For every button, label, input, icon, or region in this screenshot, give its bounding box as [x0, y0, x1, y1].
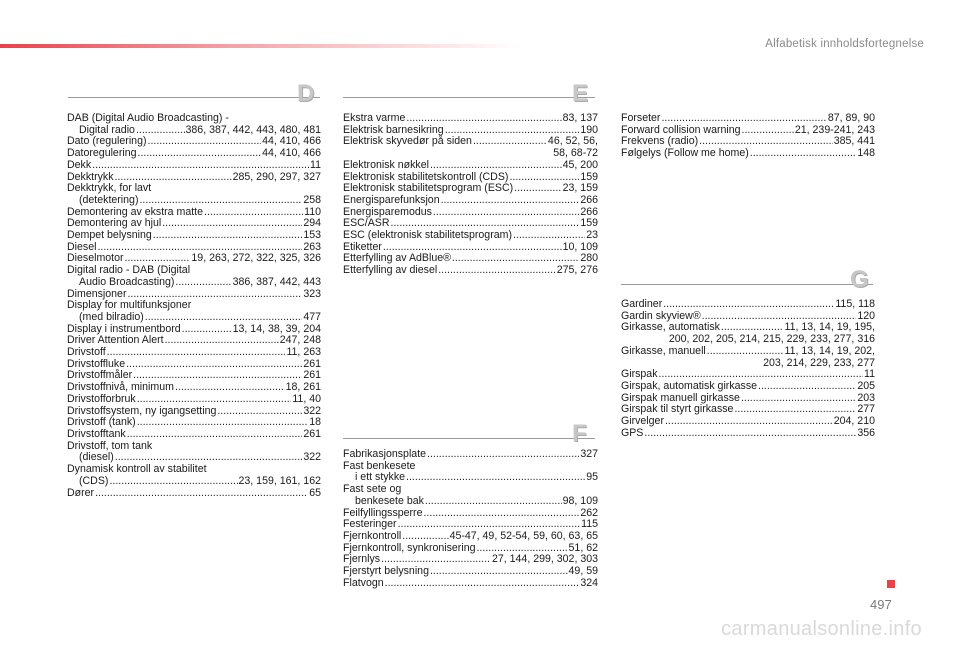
- dot-leader: [126, 359, 302, 371]
- index-entry-term: Fjernkontroll, synkronisering: [343, 541, 476, 554]
- section-f-entries-part-1: [343, 449, 598, 589]
- index-entry: [343, 113, 598, 125]
- index-entry: [67, 113, 321, 136]
- section-d-entries: [67, 113, 321, 499]
- page-number: 497: [870, 597, 892, 612]
- index-entry-line: [343, 449, 598, 461]
- index-entry-term: (med bilradio): [79, 310, 144, 323]
- index-entry: [621, 113, 875, 125]
- index-entry-line: [621, 416, 875, 428]
- index-entry-term: Elektrisk barnesikring: [343, 123, 444, 136]
- index-entry-term: Fjernkontroll: [343, 529, 402, 542]
- page-marker: [887, 580, 895, 588]
- section-g-letter: G: [850, 266, 869, 293]
- index-entry-term: Fast sete og: [343, 483, 402, 496]
- index-entry-pages: 153: [303, 229, 321, 242]
- index-entry-pages: 261: [303, 357, 321, 370]
- dot-leader: [430, 160, 562, 172]
- index-entry-pages: 23, 159, 161, 162: [238, 474, 321, 487]
- index-entry-term: (CDS): [79, 474, 109, 487]
- section-f-letter: F: [572, 420, 587, 447]
- index-entry-pages: 261: [303, 427, 321, 440]
- index-entry-line: [621, 428, 875, 440]
- index-entry-pages: 98, 109: [562, 494, 598, 507]
- index-entry-term: benkesete bak: [355, 494, 424, 507]
- dot-leader: [217, 406, 302, 418]
- index-entry-pages: 190: [580, 123, 598, 136]
- dot-leader: [473, 136, 547, 148]
- index-entry-pages: 159: [580, 217, 598, 230]
- index-entry-term: Drivstoffmåler: [67, 369, 133, 382]
- index-entry-term: Drivstoff: [67, 346, 106, 359]
- index-entry: [67, 160, 321, 172]
- index-entry-term: Feilfyllingssperre: [343, 506, 423, 519]
- index-entry-pages: 95: [586, 471, 598, 484]
- index-entry-term: ESC (elektronisk stabilitetsprogram): [343, 229, 512, 242]
- index-entry-pages: 87, 89, 90: [827, 112, 875, 124]
- index-entry-term: Display i instrumentbord: [67, 322, 181, 335]
- section-e-letter: E: [572, 80, 589, 107]
- index-entry-pages: 280: [580, 252, 598, 265]
- index-entry-pages: 386, 387, 442, 443, 480, 481: [185, 123, 321, 136]
- section-g-rule: [621, 284, 873, 285]
- dot-leader: [182, 324, 232, 336]
- index-entry-term: Girspak manuell girkasse: [621, 391, 740, 404]
- index-entry-pages: 263: [303, 240, 321, 253]
- index-entry-term: Fabrikasjonsplate: [343, 448, 427, 460]
- index-entry-term: Dieselmotor: [67, 252, 124, 265]
- dot-leader: [425, 496, 562, 508]
- index-entry-term: Digital radio - DAB (Digital: [67, 264, 191, 277]
- index-entry-term: Girkasse, manuell: [621, 344, 706, 357]
- index-entry-pages: 115: [581, 518, 598, 531]
- index-entry: [343, 531, 598, 543]
- index-entry-pages: 266: [580, 193, 598, 206]
- index-entry-term: Fjernlys: [343, 553, 381, 566]
- index-entry-term: Dynamisk kontroll av stabilitet: [67, 463, 207, 476]
- index-entry-term: Dekk: [67, 158, 92, 171]
- dot-leader: [137, 394, 292, 406]
- index-entry-pages: 11, 40: [292, 392, 321, 405]
- index-entry-term: Fjerstyrt belysning: [343, 565, 429, 578]
- index-entry-term: Drivstoffnivå, minimum: [67, 381, 174, 394]
- index-entry-pages: 44, 410, 466: [262, 135, 321, 148]
- dot-leader: [402, 531, 448, 543]
- index-entry-term: Etterfylling av AdBlue®: [343, 252, 451, 265]
- index-entry-term: Forward collision warning: [621, 123, 741, 136]
- index-entry-term: ESC/ASR: [343, 217, 390, 230]
- index-entry: [621, 299, 875, 311]
- index-entry: [67, 300, 321, 323]
- index-entry-pages: 385, 441: [833, 135, 875, 148]
- dot-leader: [127, 429, 303, 441]
- index-entry: [621, 322, 875, 345]
- dot-leader: [644, 428, 856, 440]
- index-entry-line: [621, 113, 875, 125]
- index-entry-pages: 10, 109: [562, 240, 598, 253]
- index-entry-pages: 205: [857, 379, 875, 392]
- index-entry-pages: 200, 202, 205, 214, 215, 229, 233, 277, 316: [668, 333, 875, 346]
- index-entry-pages: 45, 200: [562, 158, 598, 171]
- dot-leader: [661, 113, 826, 125]
- index-entry-pages: 275, 276: [556, 264, 598, 277]
- index-entry-pages: 44, 410, 466: [262, 147, 321, 160]
- index-entry-pages: 18, 261: [285, 381, 321, 394]
- index-entry-line: [343, 160, 598, 172]
- index-entry-term: Elektronisk stabilitetsprogram (ESC): [343, 182, 514, 195]
- index-entry-term: Drivstoff (tank): [67, 416, 136, 429]
- index-entry-pages: 203, 214, 229, 233, 277: [763, 356, 875, 369]
- index-entry-term: Demontering av ekstra matte: [67, 205, 204, 218]
- index-entry-pages: 294: [303, 217, 321, 230]
- index-entry-term: Girvelger: [621, 415, 664, 428]
- dot-leader: [423, 508, 579, 520]
- index-entry-pages: 83, 137: [562, 112, 598, 124]
- index-entry-pages: 120: [857, 309, 875, 322]
- dot-leader: [741, 393, 856, 405]
- index-entry-pages: 204, 210: [833, 415, 875, 428]
- index-entry-pages: 11, 13, 14, 19, 195,: [784, 321, 875, 334]
- dot-leader: [162, 218, 302, 230]
- index-entry: [67, 429, 321, 441]
- index-entry-pages: 18: [309, 416, 321, 429]
- section-f-entries-part-2: [621, 113, 875, 160]
- index-entry-term: Audio Broadcasting): [79, 275, 175, 288]
- index-entry-line: [67, 113, 321, 125]
- index-entry-line: [67, 312, 321, 324]
- index-entry-pages: 148: [857, 147, 875, 160]
- dot-leader: [109, 476, 237, 488]
- index-entry-term: Elektronisk stabilitetskontroll (CDS): [343, 170, 509, 183]
- index-entry-pages: 58, 68-72: [553, 147, 598, 160]
- index-entry-pages: 324: [580, 576, 598, 589]
- index-entry-line: [67, 429, 321, 441]
- dot-leader: [148, 136, 262, 148]
- index-entry-term: i ett stykke: [355, 471, 406, 484]
- index-entry-term: Etiketter: [343, 240, 382, 253]
- index-entry-term: Følgelys (Follow me home): [621, 147, 749, 160]
- index-entry: [67, 347, 321, 359]
- index-entry-term: Dører: [67, 486, 95, 499]
- index-entry: [67, 441, 321, 464]
- index-entry-term: Drivstofftank: [67, 427, 126, 440]
- dot-leader: [145, 312, 303, 324]
- index-entry-line: [67, 277, 321, 289]
- index-entry-line: [343, 113, 598, 125]
- section-d-letter: D: [297, 80, 315, 107]
- index-entry-line: [343, 531, 598, 543]
- index-entry-term: Festeringer: [343, 518, 397, 531]
- index-entry-pages: 11: [864, 368, 875, 381]
- dot-leader: [758, 381, 856, 393]
- index-entry-term: Digital radio: [79, 123, 135, 136]
- index-entry: [343, 136, 598, 159]
- index-entry-pages: 266: [580, 205, 598, 218]
- index-entry-term: Ekstra varme: [343, 112, 406, 124]
- dot-leader: [438, 265, 556, 277]
- index-entry-pages: 21, 239-241, 243: [794, 123, 875, 136]
- dot-leader: [165, 335, 279, 347]
- index-entry-pages: 65: [309, 486, 321, 499]
- index-entry-term: Driver Attention Alert: [67, 334, 164, 347]
- index-entry-line: [343, 578, 598, 590]
- index-entry-pages: 323: [303, 287, 321, 300]
- index-entry-pages: 159: [580, 170, 598, 183]
- dot-leader: [385, 578, 580, 590]
- index-entry: [343, 484, 598, 507]
- index-entry-line: [621, 381, 875, 393]
- dot-leader: [406, 472, 585, 484]
- index-entry-term: (detektering): [79, 193, 139, 206]
- index-entry-pages: 203: [857, 391, 875, 404]
- index-entry-term: Girspak, automatisk girkasse: [621, 379, 758, 392]
- index-entry: [621, 381, 875, 393]
- index-entry-line: [621, 299, 875, 311]
- index-entry-line: [67, 195, 321, 207]
- index-entry-line: [343, 230, 598, 242]
- dot-leader: [107, 347, 286, 359]
- index-entry-pages: 45-47, 49, 52-54, 59, 60, 63, 65: [449, 529, 598, 542]
- index-entry-term: Dekktrykk, for lavt: [67, 182, 152, 195]
- index-entry-line: [67, 230, 321, 242]
- index-entry-line: [67, 347, 321, 359]
- index-entry-line: [343, 566, 598, 578]
- index-entry-pages: 11, 263: [286, 346, 321, 359]
- index-entry-pages: 477: [303, 310, 321, 323]
- index-entry: [67, 183, 321, 206]
- index-entry: [621, 428, 875, 440]
- index-entry-term: Gardin skyview®: [621, 309, 701, 322]
- index-entry-term: Flatvogn: [343, 576, 384, 589]
- section-e-rule: [343, 97, 595, 98]
- index-entry-line: [67, 160, 321, 172]
- index-entry-pages: 322: [303, 404, 321, 417]
- section-d-rule: [68, 97, 320, 98]
- index-entry: [343, 195, 598, 207]
- index-entry-pages: 261: [303, 369, 321, 382]
- dot-leader: [441, 195, 580, 207]
- index-entry-pages: 247, 248: [279, 334, 321, 347]
- dot-leader: [513, 230, 585, 242]
- index-entry-line: [343, 265, 598, 277]
- index-entry-pages: 327: [580, 448, 598, 460]
- index-entry-pages: 46, 52, 56,: [547, 135, 598, 148]
- section-g-entries: [621, 299, 875, 439]
- index-entry-term: Gardiner: [621, 298, 663, 310]
- index-entry: [67, 488, 321, 500]
- dot-leader: [742, 125, 794, 137]
- index-entry: [621, 416, 875, 428]
- index-entry: [67, 394, 321, 406]
- dot-leader: [433, 207, 579, 219]
- index-entry-pages: 277: [857, 403, 875, 416]
- index-entry-term: Drivstoffsystem, ny igangsetting: [67, 404, 217, 417]
- index-entry-line: [621, 346, 875, 358]
- dot-leader: [175, 277, 231, 289]
- index-entry-term: Etterfylling av diesel: [343, 264, 438, 277]
- index-entry-pages: 285, 290, 297, 327: [232, 170, 321, 183]
- index-entry-term: Dempet belysning: [67, 229, 152, 242]
- index-entry: [621, 148, 875, 160]
- index-entry-line: [67, 476, 321, 488]
- index-entry-pages: 110: [304, 205, 321, 218]
- index-entry-line: [621, 358, 875, 370]
- index-entry-term: Datoregulering: [67, 147, 137, 160]
- index-entry-term: Drivstoffluke: [67, 357, 126, 370]
- dot-leader: [95, 488, 308, 500]
- index-entry: [67, 265, 321, 288]
- page-header-title: Alfabetisk innholdsfortegnelse: [765, 38, 924, 50]
- index-entry-term: Demontering av hjul: [67, 217, 162, 230]
- index-entry-term: Elektronisk nøkkel: [343, 158, 429, 171]
- index-entry-pages: 322: [303, 451, 321, 464]
- index-entry: [67, 230, 321, 242]
- index-entry-pages: 386, 387, 442, 443: [232, 275, 321, 288]
- index-entry-term: Girspak: [621, 368, 658, 381]
- index-entry-line: [343, 496, 598, 508]
- index-entry-pages: 11: [310, 158, 321, 171]
- dot-leader: [175, 382, 285, 394]
- dot-leader: [514, 183, 561, 195]
- dot-leader: [138, 148, 262, 160]
- index-entry-pages: 258: [303, 193, 321, 206]
- index-entry-pages: 23, 159: [562, 182, 598, 195]
- index-entry-term: Drivstoff, tom tank: [67, 439, 153, 452]
- dot-leader: [153, 230, 303, 242]
- index-entry-term: Dato (regulering): [67, 135, 147, 148]
- dot-leader: [137, 417, 309, 429]
- index-entry: [343, 160, 598, 172]
- dot-leader: [406, 113, 561, 125]
- index-entry-term: Fast benkesete: [343, 459, 416, 472]
- index-entry-term: Elektrisk skyvedør på siden: [343, 135, 472, 148]
- index-entry-pages: 23: [586, 229, 598, 242]
- dot-leader: [663, 299, 834, 311]
- header-accent-bar: [0, 44, 520, 48]
- index-entry-pages: 262: [580, 506, 598, 519]
- index-entry-term: Display for multifunksjoner: [67, 299, 192, 312]
- index-entry-term: Dekktrykk: [67, 170, 114, 183]
- dot-leader: [204, 207, 303, 219]
- index-entry-pages: 49, 59: [568, 565, 598, 578]
- index-entry-pages: 11, 13, 14, 19, 202,: [784, 344, 875, 357]
- index-entry: [343, 461, 598, 484]
- index-entry-term: Energisparefunksjon: [343, 193, 440, 206]
- index-entry: [343, 578, 598, 590]
- index-entry-line: [621, 148, 875, 160]
- dot-leader: [430, 566, 568, 578]
- dot-leader: [92, 160, 309, 172]
- index-entry-term: Dimensjoner: [67, 287, 127, 300]
- index-entry-term: DAB (Digital Audio Broadcasting) -: [67, 112, 229, 124]
- index-entry-term: GPS: [621, 426, 644, 439]
- index-entry: [621, 346, 875, 369]
- index-entry-pages: 27, 144, 299, 302, 303: [491, 553, 598, 566]
- index-entry: [343, 449, 598, 461]
- dot-leader: [139, 195, 302, 207]
- index-entry-pages: 51, 62: [568, 541, 598, 554]
- index-entry-pages: 115, 118: [835, 298, 875, 310]
- index-entry: [67, 148, 321, 160]
- index-entry-pages: 356: [857, 426, 875, 439]
- dot-leader: [427, 449, 579, 461]
- index-entry-term: Girkasse, automatisk: [621, 321, 720, 334]
- index-entry-term: Girspak til styrt girkasse: [621, 403, 734, 416]
- index-entry-term: Forseter: [621, 112, 661, 124]
- index-entry: [343, 566, 598, 578]
- index-entry-term: (diesel): [79, 451, 114, 464]
- section-e-entries: [343, 113, 598, 277]
- watermark: carmanualsonline.info: [721, 618, 922, 640]
- index-entry-term: Frekvens (radio): [621, 135, 699, 148]
- index-entry-term: Energisparemodus: [343, 205, 432, 218]
- dot-leader: [750, 148, 857, 160]
- dot-leader: [665, 416, 833, 428]
- index-entry-pages: 19, 263, 272, 322, 325, 326: [191, 252, 321, 265]
- index-entry-line: [67, 394, 321, 406]
- index-entry-line: [67, 148, 321, 160]
- index-entry-term: Drivstofforbruk: [67, 392, 136, 405]
- section-f-rule: [343, 438, 595, 439]
- index-entry-line: [67, 488, 321, 500]
- index-entry-pages: 13, 14, 38, 39, 204: [232, 322, 321, 335]
- dot-leader: [707, 346, 784, 358]
- index-entry: [343, 230, 598, 242]
- index-entry: [343, 265, 598, 277]
- index-entry-line: [343, 195, 598, 207]
- index-entry-term: Diesel: [67, 240, 97, 253]
- index-entry: [67, 464, 321, 487]
